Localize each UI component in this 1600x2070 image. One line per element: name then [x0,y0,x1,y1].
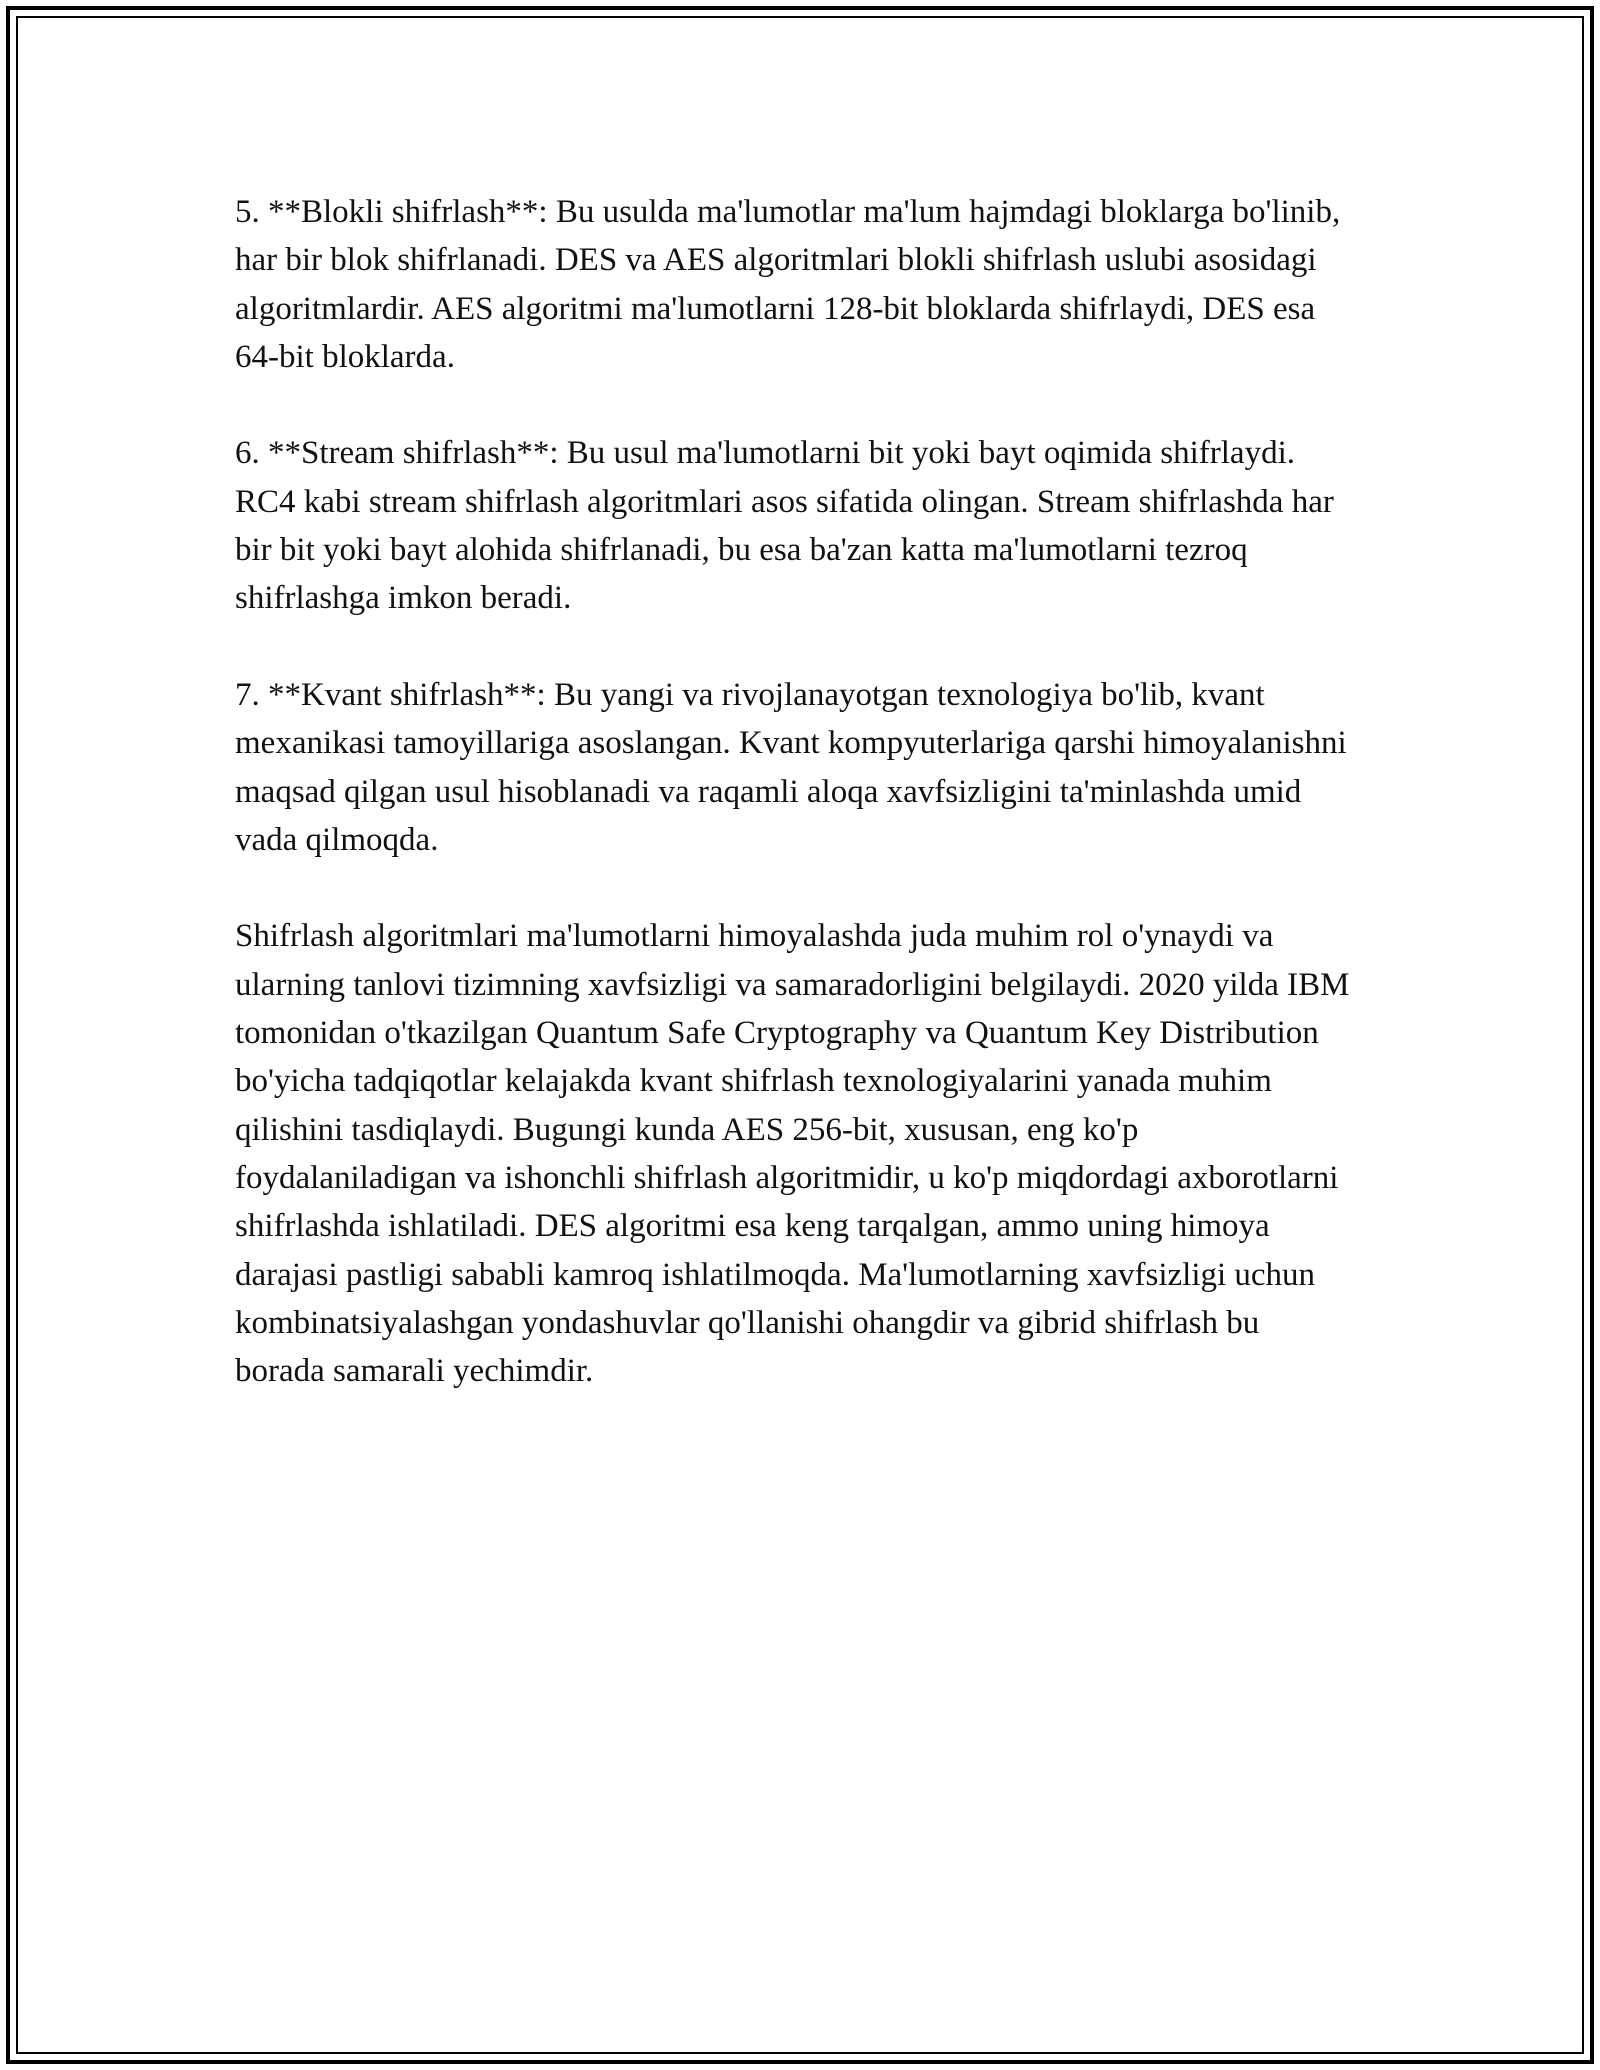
paragraph-kvant-shifrlash: 7. **Kvant shifrlash**: Bu yangi va rivojlanayotgan texnologiya bo'lib, kvant mexanikasi tamoyillariga asoslangan. Kvant kompyuterlariga qarshi himoyalanishni maqsad qilgan usul hisoblanadi va raqamli aloqa xavfsizligini ta'minlashda umid vada qilmoqda. [235,676,1347,858]
paragraph-stream-shifrlash: 6. **Stream shifrlash**: Bu usul ma'lumotlarni bit yoki bayt oqimida shifrlaydi. RC4 kabi stream shifrlash algoritmlari asos sifatida olingan. Stream shifrlashda har bir bit yoki bayt alohida shifrlanadi, bu esa ba'zan katta ma'lumotlarni tezroq shifrlashga imkon beradi. [235,435,1334,617]
document-body [235,188,1355,1444]
paragraph-conclusion: Shifrlash algoritmlari ma'lumotlarni himoyalashda juda muhim rol o'ynaydi va ularning tanlovi tizimning xavfsizligi va samaradorligini belgilaydi. 2020 yilda IBM tomonidan o'tkazilgan Quantum Safe Cryptography va Quantum Key Distribution bo'yicha tadqiqotlar kelajakda kvant shifrlash texnologiyalarini yanada muhim qilishini tasdiqlaydi. Bugungi kunda AES 256-bit, xususan, eng ko'p foydalaniladigan va ishonchli shifrlash algoritmidir, u ko'p miqdordagi axborotlarni shifrlashda ishlatiladi. DES algoritmi esa keng tarqalgan, ammo uning himoya darajasi pastligi sababli kamroq ishlatilmoqda. Ma'lumotlarning xavfsizligi uchun kombinatsiyalashgan yondashuvlar qo'llanishi ohangdir va gibrid shifrlash bu borada samarali yechimdir. [235,918,1350,1390]
paragraph-blokli-shifrlash: 5. **Blokli shifrlash**: Bu usulda ma'lumotlar ma'lum hajmdagi bloklarga bo'linib, har bir blok shifrlanadi. DES va AES algoritmlari blokli shifrlash uslubi asosidagi algoritmlardir. AES algoritmi ma'lumotlarni 128-bit bloklarda shifrlaydi, DES esa 64-bit bloklarda. [235,194,1341,375]
